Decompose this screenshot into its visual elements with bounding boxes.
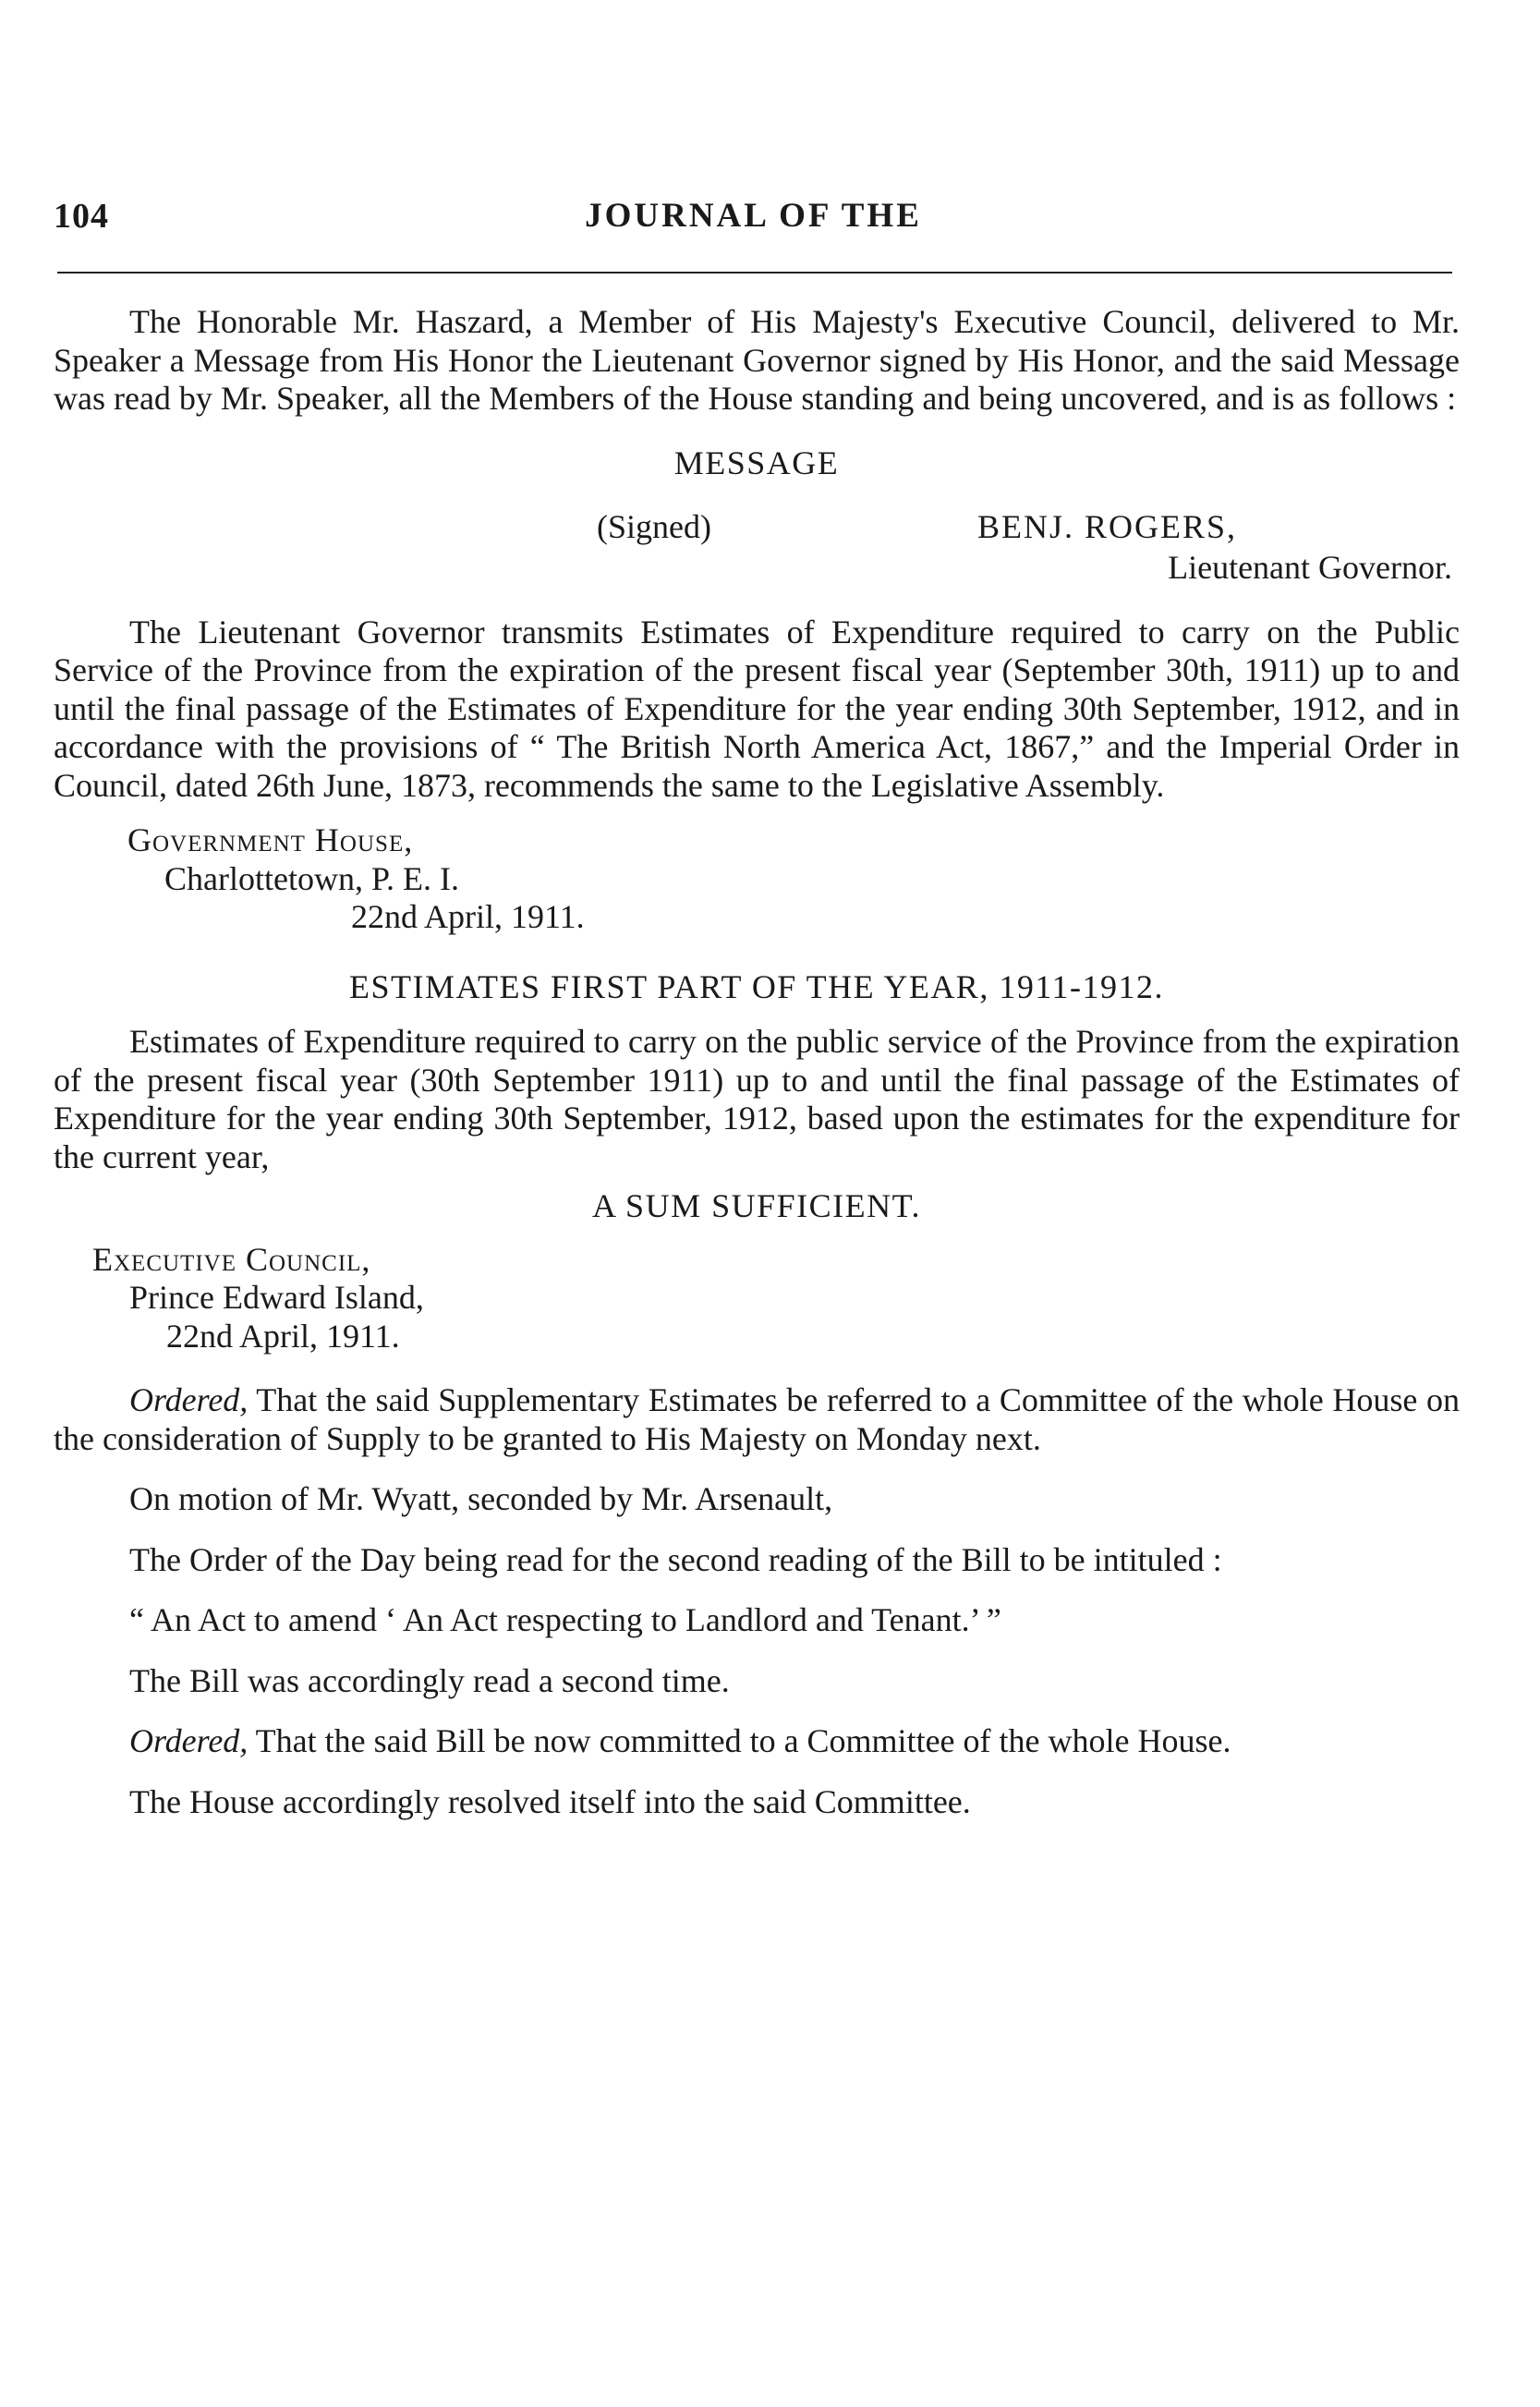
estimates-dateline — [54, 1241, 1460, 1356]
page-number: 104 — [54, 197, 109, 236]
signer-title: Lieutenant Governor. — [1168, 549, 1452, 586]
estimates-body-paragraph: Estimates of Expenditure required to carry on the public service of the Province from the expiration of the present fiscal year (30th September 1911) up to and until the final passage of the Estimates of Expenditure for the year ending 30th September, 1912, based upon the estimates for the expenditure for the current year, — [54, 1023, 1460, 1175]
message-heading: MESSAGE — [673, 444, 840, 481]
estimates-place-line-1: Executive Council, — [92, 1240, 371, 1278]
estimates-date: 22nd April, 1911. — [166, 1317, 400, 1355]
sum-sufficient-line: A SUM SUFFICIENT. — [592, 1187, 921, 1224]
signed-label: (Signed) — [597, 508, 711, 545]
estimates-heading: ESTIMATES FIRST PART OF THE YEAR, 1911-1912. — [349, 967, 1164, 1005]
ordered-lead-2: Ordered, — [129, 1722, 249, 1759]
second-reading-paragraph: The Bill was accordingly read a second time. — [129, 1661, 730, 1699]
running-head: JOURNAL OF THE — [585, 197, 922, 235]
bill-title: “ An Act to amend ‘ An Act respecting to Landlord and Tenant.’ ” — [129, 1601, 1001, 1638]
page-header — [54, 196, 1453, 244]
signer-name: BENJ. ROGERS, — [977, 508, 1238, 545]
ordered-paragraph-2 — [54, 1722, 1460, 1761]
motion-paragraph: On motion of Mr. Wyatt, seconded by Mr. Arsenault, — [129, 1480, 833, 1517]
ordered-text-2: That the said Bill be now committed to a Committee of the whole House. — [248, 1722, 1231, 1759]
message-date: 22nd April, 1911. — [351, 898, 585, 935]
order-of-day-paragraph: The Order of the Day being read for the second reading of the Bill to be intituled : — [129, 1540, 1222, 1578]
header-rule — [57, 272, 1452, 274]
page-body — [54, 303, 1460, 1821]
message-dateline — [54, 821, 1460, 937]
message-body-paragraph: The Lieutenant Governor transmits Estimates of Expenditure required to carry on the Public Service of the Province from the expiration of the present fiscal year (September 30th, 1911) up to and until the final passage of the Estimates of Expenditure for the year ending 30th September, 1912, and in accordance with the provisions of “ The British North America Act, 1867,” and the Imperial Order in Council, dated 26th June, 1873, recommends the same to the Legislative Assembly. — [54, 613, 1460, 804]
message-intro-paragraph: The Honorable Mr. Haszard, a Member of His Majesty's Executive Council, delivered to Mr. Speaker a Message from His Honor the Lieutenant Governor signed by His Honor, and the said Message was read by Mr. Speaker, all the Members of the House standing and being uncovered, and is as follows : — [54, 303, 1460, 417]
message-place-line-1: Government House, — [127, 821, 414, 858]
signature-line — [54, 508, 1460, 549]
resolved-paragraph: The House accordingly resolved itself into the said Committee. — [129, 1782, 971, 1820]
estimates-place-line-2: Prince Edward Island, — [129, 1279, 424, 1316]
ordered-paragraph-1 — [54, 1381, 1460, 1458]
ordered-text-1: That the said Supplementary Estimates be referred to a Committee of the whole House on the consideration of Supply to be granted to His Majesty on Monday next. — [54, 1381, 1460, 1457]
ordered-lead-1: Ordered, — [129, 1381, 249, 1418]
message-place-line-2: Charlottetown, P. E. I. — [164, 859, 459, 897]
